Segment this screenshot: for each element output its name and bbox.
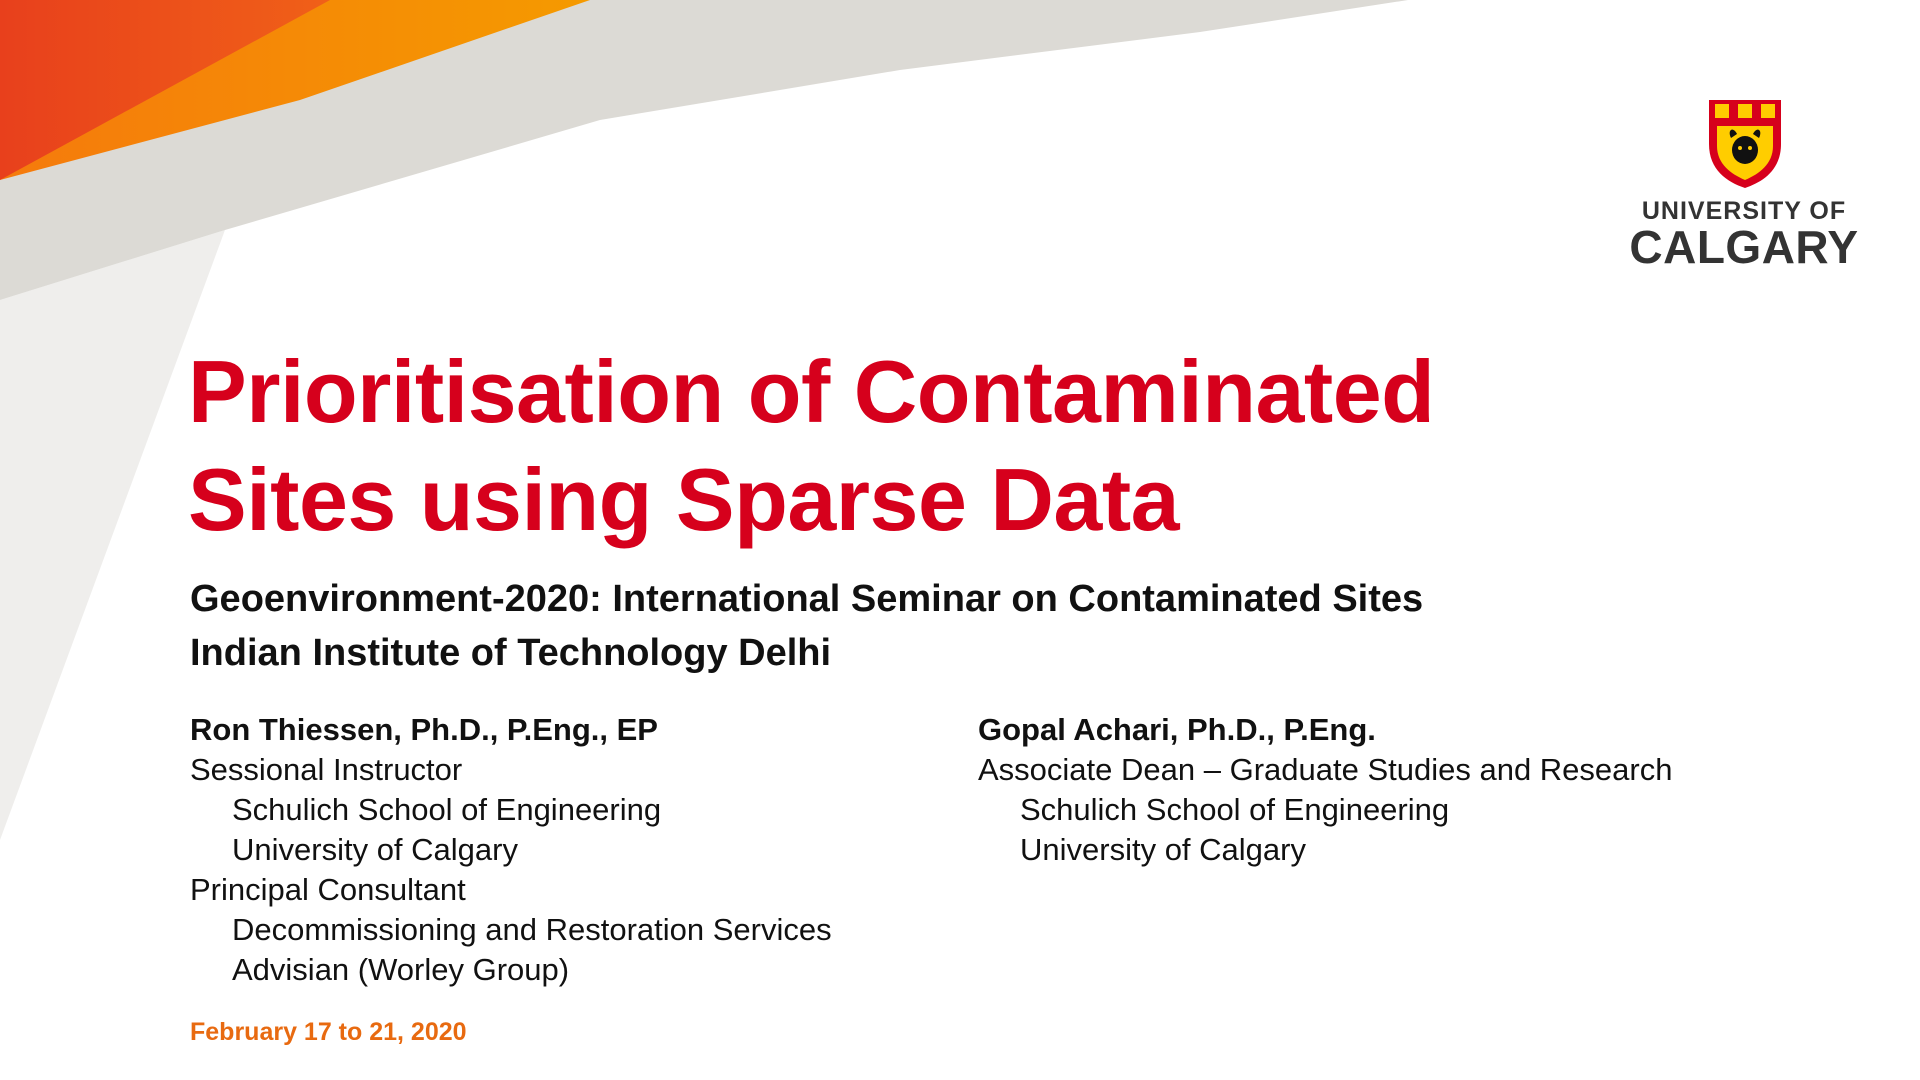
subtitle-line-1: Geoenvironment-2020: International Seminar on Contaminated Sites — [190, 578, 1424, 620]
author-role: Principal Consultant — [190, 872, 466, 907]
author-block-thiessen — [190, 710, 950, 990]
university-crest-icon — [1707, 98, 1783, 190]
presentation-date: February 17 to 21, 2020 — [190, 1018, 467, 1046]
university-logo — [1628, 98, 1860, 273]
author-affiliation: University of Calgary — [1020, 832, 1306, 867]
title-line-2: Sites using Sparse Data — [188, 450, 1180, 549]
slide-subtitle — [190, 572, 1690, 680]
slide-title — [188, 338, 1688, 554]
author-affiliation: Schulich School of Engineering — [232, 792, 662, 827]
author-affiliation: Advisian (Worley Group) — [232, 952, 570, 987]
title-line-1: Prioritisation of Contaminated — [188, 342, 1435, 441]
author-role: Sessional Instructor — [190, 752, 463, 787]
author-affiliation: Schulich School of Engineering — [1020, 792, 1450, 827]
author-name: Ron Thiessen, Ph.D., P.Eng., EP — [190, 712, 658, 747]
author-affiliation: Decommissioning and Restoration Services — [232, 912, 832, 947]
author-name: Gopal Achari, Ph.D., P.Eng. — [978, 712, 1376, 747]
author-affiliation: University of Calgary — [232, 832, 518, 867]
subtitle-line-2: Indian Institute of Technology Delhi — [190, 632, 832, 674]
author-role: Associate Dean – Graduate Studies and Research — [978, 752, 1673, 787]
logo-calgary: CALGARY — [1629, 221, 1859, 273]
logo-university-of: UNIVERSITY OF — [1641, 197, 1847, 225]
author-block-achari — [978, 710, 1878, 870]
